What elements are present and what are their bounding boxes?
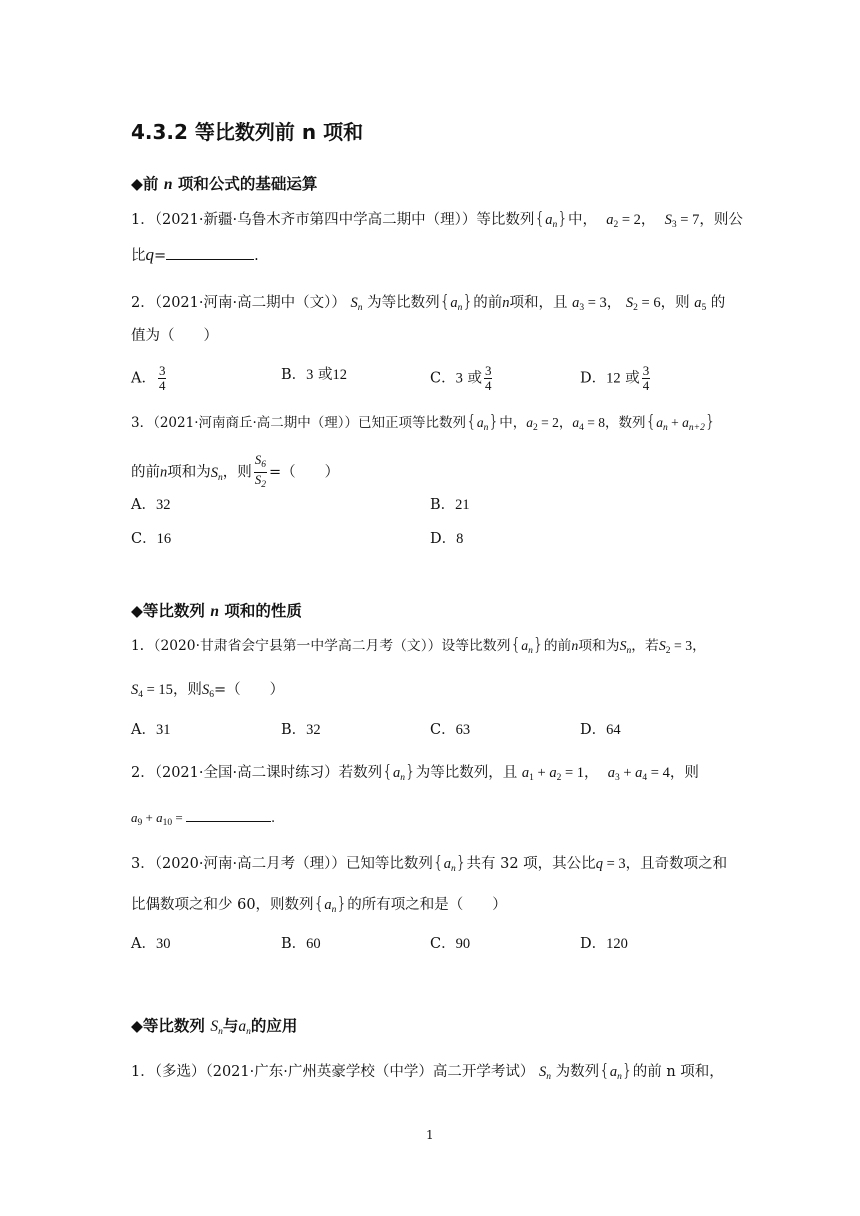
s2-problem-3-option-b[interactable]: B．60 (281, 936, 321, 952)
s1-problem-3-line-1: 3．（2021·河南商丘·高二期中（理））已知正项等比数列$\{a_n\}$中，$a_2 = 2$，$a_4 = 8$，数列$\{a_n + a_{n+2}\}$ (131, 412, 716, 433)
s1-problem-1-line-2: 比q= . (131, 245, 259, 264)
s2-problem-3-line-2: 比偶数项之和少 60，则数列$\{a_n\}$的所有项之和是（ ） (131, 894, 507, 915)
s2-problem-1-line-1: 1．（2020·甘肃省会宁县第一中学高二月考（文））设等比数列$\{a_n\}$的前n项和为$S_n$，若$S_2 = 3$， (131, 635, 706, 656)
s1-problem-3-line-2: 的前n项和为$S_n$，则 $\frac{S_6}{S_2}$ =（ ） (131, 452, 340, 490)
s2-problem-3-option-a[interactable]: A．30 (131, 936, 171, 952)
s1-problem-2-option-a[interactable]: A． $\frac{3}{4}$ (131, 363, 166, 393)
s2-problem-3-option-d[interactable]: D．120 (580, 936, 628, 952)
s1-problem-2-line-1: 2．（2021·河南·高二期中（文）） $S_n$ 为等比数列$\{a_n\}$的前n项和，且 $a_3 = 3$， $S_2 = 6$，则 $a_5$ 的 (131, 292, 726, 313)
answer-blank[interactable] (186, 806, 271, 822)
page-number: 1 (426, 1128, 434, 1142)
answer-blank[interactable] (166, 244, 254, 260)
s1-problem-1-line-1: 1．（2021·新疆·乌鲁木齐市第四中学高二期中（理））等比数列$\{a_n\}$中， $a_2 = 2$， $S_3 = 7$，则公 (131, 209, 743, 230)
s3-problem-1-line-1: 1．（多选）（2021·广东·广州英豪学校（中学）高二开学考试） $S_n$ 为数列$\{a_n\}$的前 n 项和， (131, 1061, 724, 1082)
s2-problem-1-option-d[interactable]: D．64 (580, 722, 621, 738)
page-title: 4.3.2 等比数列前 n 项和 (131, 120, 364, 144)
s1-problem-3-option-d[interactable]: D．8 (430, 531, 464, 547)
s1-problem-3-option-c[interactable]: C．16 (131, 531, 172, 547)
section-heading-2: ◆等比数列 n 项和的性质 (131, 602, 302, 620)
s2-problem-1-option-a[interactable]: A．31 (131, 722, 171, 738)
s2-problem-2-line-1: 2．（2021·全国·高二课时练习）若数列$\{a_n\}$为等比数列，且 $a_1 + a_2 = 1$， $a_3 + a_4 = 4$，则 (131, 762, 699, 783)
s1-problem-2-option-c[interactable]: C．3 或 $\frac{3}{4}$ (430, 363, 492, 393)
s2-problem-1-option-b[interactable]: B．32 (281, 722, 321, 738)
s2-problem-1-line-2: $S_4 = 15$，则$S_6=$（ ） (131, 682, 285, 700)
s1-problem-2-line-2: 值为（ ） (131, 328, 218, 344)
section-heading-1: ◆前 n 项和公式的基础运算 (131, 175, 318, 193)
s1-problem-2-option-d[interactable]: D．12 或 $\frac{3}{4}$ (580, 363, 650, 393)
s1-problem-2-option-b[interactable]: B．3 或12 (281, 367, 348, 383)
s1-problem-3-option-a[interactable]: A．32 (131, 497, 171, 513)
s2-problem-1-option-c[interactable]: C．63 (430, 722, 471, 738)
section-heading-3: ◆等比数列 $S_n$与$a_n$的应用 (131, 1017, 298, 1037)
s1-problem-3-option-b[interactable]: B．21 (430, 497, 470, 513)
s2-problem-2-line-2: $a_9 + a_{10}$ = . (131, 806, 275, 834)
s2-problem-3-option-c[interactable]: C．90 (430, 936, 471, 952)
s2-problem-3-line-1: 3．（2020·河南·高二月考（理））已知等比数列$\{a_n\}$共有 32 项，其公比q = 3，且奇数项之和 (131, 853, 728, 874)
